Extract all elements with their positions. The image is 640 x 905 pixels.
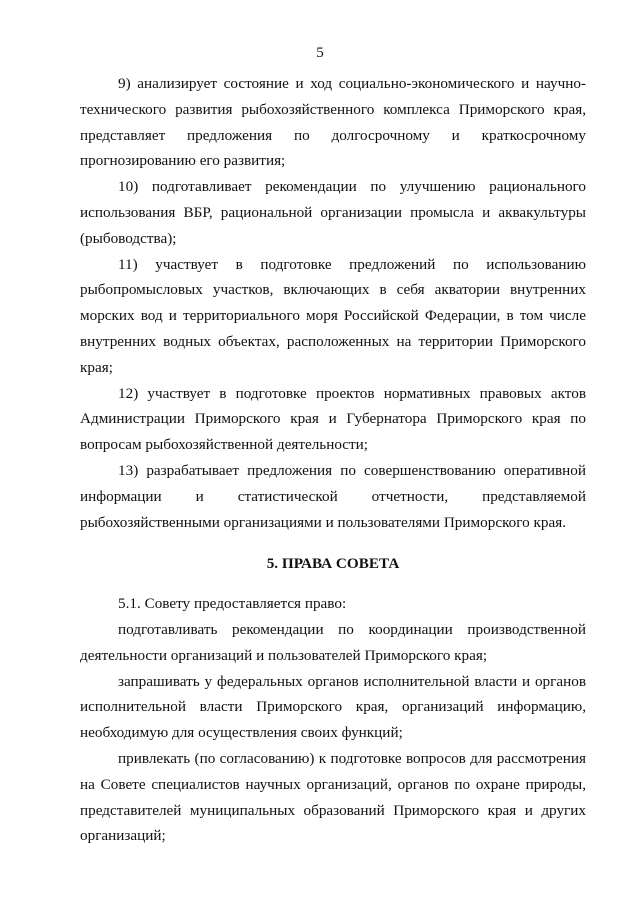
right-item-request-information: запрашивать у федеральных органов исполнительной власти и органов исполнительной власти Приморского края, организаций информацию, необходимую для осуществления своих функций; xyxy=(80,672,586,742)
document-body xyxy=(80,71,586,849)
paragraph-item-12: 12) участвует в подготовке проектов нормативных правовых актов Администрации Приморского края и Губернатора Приморского края по вопросам рыбохозяйственной деятельности; xyxy=(80,384,586,454)
paragraph-5-1: 5.1. Совету предоставляется право: xyxy=(118,595,347,613)
paragraph-item-11: 11) участвует в подготовке предложений по использованию рыбопромысловых участков, включающих в себя акватории внутренних морских вод и территориального моря Российской Федерации, в том числе внутренних водных объектах, расположенных на территории Приморского края; xyxy=(80,255,586,376)
right-item-recommendations: подготавливать рекомендации по координации производственной деятельности организаций и пользователей Приморского края; xyxy=(80,620,586,664)
paragraph-item-10: 10) подготавливает рекомендации по улучшению рационального использования ВБР, рациональной организации промысла и аквакультуры (рыбоводства); xyxy=(80,178,586,247)
right-item-involve-specialists: привлекать (по согласованию) к подготовке вопросов для рассмотрения на Совете специалистов научных организаций, органов по охране природы, представителей муниципальных образований Приморского края и других организаций; xyxy=(80,749,586,845)
page-number: 5 xyxy=(316,45,324,61)
section-heading: 5. ПРАВА СОВЕТА xyxy=(266,555,400,573)
paragraph-item-13: 13) разрабатывает предложения по совершенствованию оперативной информации и статистической отчетности, представляемой рыбохозяйственными организациями и пользователями Приморского края. xyxy=(80,461,586,531)
paragraph-item-9: 9) анализирует состояние и ход социально-экономического и научно-технического развития рыбохозяйственного комплекса Приморского края, представляет предложения по долгосрочному и краткосрочному прогнозированию его развития; xyxy=(80,75,586,170)
